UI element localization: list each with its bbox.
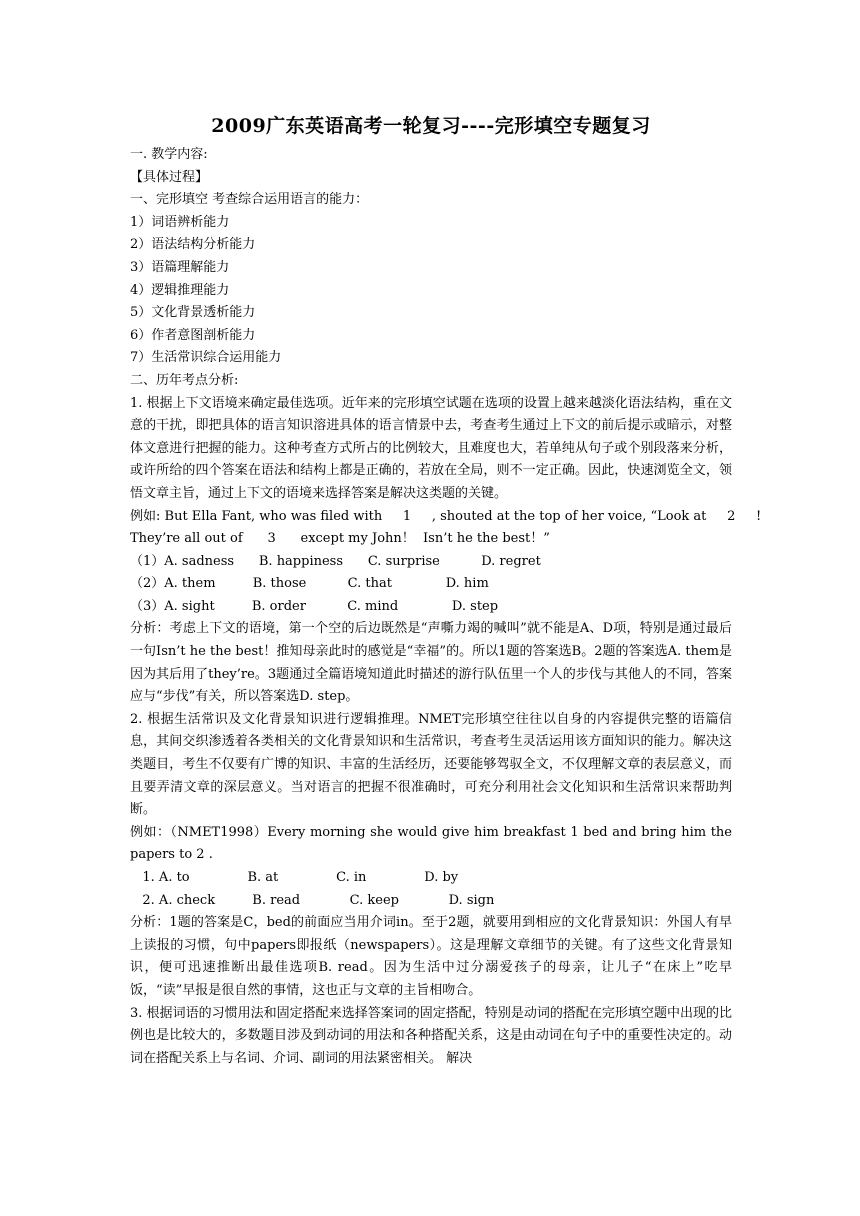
point-3-paragraph: 3. 根据词语的习惯用法和固定搭配来选择答案词的固定搭配，特别是动词的搭配在完形填空题中出现的比例也是比较大的，多数题目涉及到动词的用法和各种搭配关系，这是由动词在句子中的重要性决定的。动词在搭配关系上与名词、介词、副词的用法紧密相关。 解决 xyxy=(130,1005,732,1066)
example-1-line-2: They’re all out of 3 except my John！ Isn’t he the best！” xyxy=(130,531,550,547)
list-item: 7）生活常识综合运用能力 xyxy=(130,350,282,366)
section-heading: 一、完形填空 考查综合运用语言的能力： xyxy=(130,192,369,208)
example-1-option: （1）A. sadness B. happiness C. surprise D. regret xyxy=(130,553,541,569)
example-1-option: （2）A. them B. those C. that D. him xyxy=(130,576,489,592)
section-heading: 【具体过程】 xyxy=(130,169,209,185)
example-2-option: 1. A. to B. at C. in D. by xyxy=(130,870,459,885)
example-2-paragraph: 例如：（NMET1998）Every morning she would give him breakfast 1 bed and bring him the papers to 2 . xyxy=(130,824,732,863)
analysis-2-paragraph: 分析：1题的答案是C，bed的前面应当用介词in。至于2题，就要用到相应的文化背景知识：外国人有早上读报的习惯，句中papers即报纸（newspapers）。这是理解文章细节的关键。有了这些文化背景知识，便可迅速推断出最佳选项B. read。因为生活中过分溺爱孩子的母亲，让儿子“在床上”吃早饭，“读”早报是很自然的事情，这也正与文章的主旨相吻合。 xyxy=(130,915,732,998)
example-2-option: 2. A. check B. read C. keep D. sign xyxy=(130,892,495,908)
section-heading: 二、历年考点分析: xyxy=(130,372,239,388)
document-page xyxy=(130,112,762,1070)
list-item: 1）词语辨析能力 xyxy=(130,214,230,230)
list-item: 3）语篇理解能力 xyxy=(130,259,230,275)
list-item: 4）逻辑推理能力 xyxy=(130,282,230,298)
list-item: 5）文化背景透析能力 xyxy=(130,305,256,321)
section-heading: 一. 教学内容: xyxy=(130,147,208,162)
point-2-paragraph: 2. 根据生活常识及文化背景知识进行逻辑推理。NMET完形填空往往以自身的内容提供完整的语篇信息，其间交织渗透着各类相关的文化背景知识和生活常识，考查考生灵活运用该方面知识的能力。解决这类题目，考生不仅要有广博的知识、丰富的生活经历，还要能够驾驭全文，不仅理解文章的表层意义，而且要弄清文章的深层意义。当对语言的把握不很准确时，可充分利用社会文化知识和生活常识来帮助判断。 xyxy=(130,711,732,818)
point-1-paragraph: 1. 根据上下文语境来确定最佳选项。近年来的完形填空试题在选项的设置上越来越淡化语法结构，重在文意的干扰，即把具体的语言知识溶进具体的语言情景中去，考查考生通过上下文的前后提示或暗示，对整体文意进行把握的能力。这种考查方式所占的比例较大，且难度也大，若单纯从句子或个别段落来分析，或许所给的四个答案在语法和结构上都是正确的，若放在全局，则不一定正确。因此，快速浏览全文，领悟文章主旨，通过上下文的语境来选择答案是解决这类题的关键。 xyxy=(130,395,732,501)
list-item: 2）语法结构分析能力 xyxy=(130,237,256,253)
example-1-option: （3）A. sight B. order C. mind D. step xyxy=(130,598,499,614)
analysis-1-paragraph: 分析：考虑上下文的语境，第一个空的后边既然是“声嘶力竭的喊叫”就不能是A、D项，特别是通过最后一句Isn’t he the best！推知母亲此时的感觉是“幸福”的。所以1题的答案选B。2题的答案选A. them是因为其后用了they’re。3题通过全篇语境知道此时描述的游行队伍里一个人的步伐与其他人的不同，答案应与“步伐”有关，所以答案选D. step。 xyxy=(130,621,732,705)
example-1-line-1: 例如: But Ella Fant, who was filed with 1 , shouted at the top of her voice, “Look at 2 ! xyxy=(130,508,762,524)
document-title: 2009广东英语高考一轮复习----完形填空专题复习 xyxy=(211,115,651,137)
list-item: 6）作者意图剖析能力 xyxy=(130,327,256,343)
